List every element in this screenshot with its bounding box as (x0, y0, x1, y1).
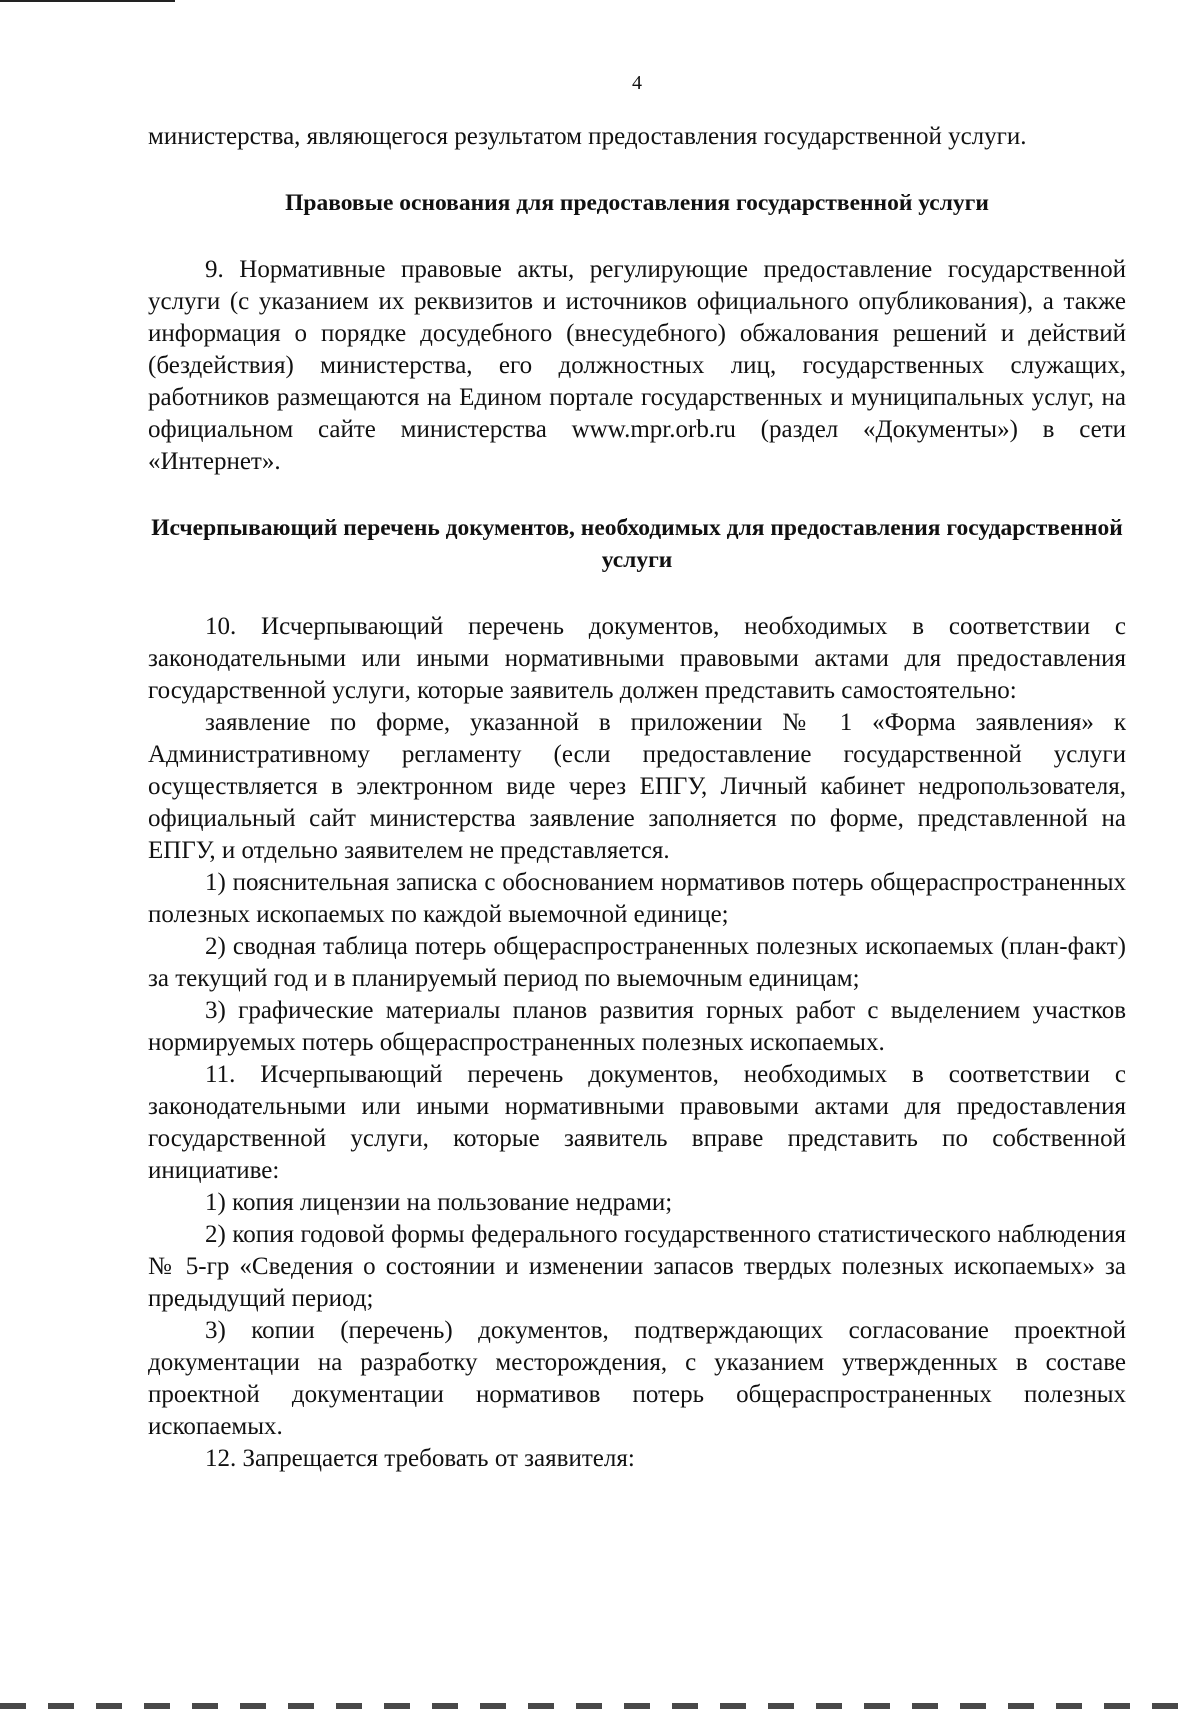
paragraph-11-item-2: 2) копия годовой формы федерального государственного статистического наблюдения № 5-гр «Сведения о состоянии и изменении запасов твердых полезных ископаемых» за предыдущий период; (148, 1221, 1126, 1312)
paragraph-10-form: заявление по форме, указанной в приложении № 1 «Форма заявления» к Административному регламенту (если предоставление государственной услуги осуществляется в электронном виде через ЕПГУ, Личный кабинет недропользователя, официальный сайт министерства заявление заполняется по форме, представленной на ЕПГУ, и отдельно заявителем не представляется. (148, 709, 1126, 864)
scan-artifact-bottom (0, 1703, 1200, 1709)
scan-artifact-top (0, 0, 175, 2)
paragraph-intro: министерства, являющегося результатом предоставления государственной услуги. (148, 123, 1027, 150)
paragraph-10-item-1: 1) пояснительная записка с обоснованием нормативов потерь общераспространенных полезных ископаемых по каждой выемочной единице; (148, 869, 1126, 928)
heading-legal-basis: Правовые основания для предоставления государственной услуги (285, 190, 989, 216)
page-number: 4 (632, 72, 642, 94)
paragraph-11-item-1: 1) копия лицензии на пользование недрами; (205, 1189, 673, 1216)
document-page (148, 72, 1126, 1475)
paragraph-10: 10. Исчерпывающий перечень документов, необходимых в соответствии с законодательными или иными нормативными правовыми актами для предоставления государственной услуги, которые заявитель должен представить самостоятельно: (148, 613, 1126, 704)
paragraph-9: 9. Нормативные правовые акты, регулирующие предоставление государственной услуги (с указанием их реквизитов и источников официального опубликования), а также информация о порядке досудебного (внесудебного) обжалования решений и действий (бездействия) министерства, его должностных лиц, государственных служащих, работников размещаются на Едином портале государственных и муниципальных услуг, на официальном сайте министерства www.mpr.orb.ru (раздел «Документы») в сети «Интернет». (148, 256, 1126, 475)
paragraph-10-item-3: 3) графические материалы планов развития горных работ с выделением участков нормируемых потерь общераспространенных полезных ископаемых. (148, 997, 1126, 1056)
paragraph-12: 12. Запрещается требовать от заявителя: (205, 1445, 635, 1472)
paragraph-10-item-2: 2) сводная таблица потерь общераспространенных полезных ископаемых (план-факт) за текущий год и в планируемый период по выемочным единицам; (148, 933, 1126, 992)
paragraph-11-item-3: 3) копии (перечень) документов, подтверждающих согласование проектной документации на разработку месторождения, с указанием утвержденных в составе проектной документации нормативов потерь общераспространенных полезных ископаемых. (148, 1317, 1126, 1440)
heading-documents-list: Исчерпывающий перечень документов, необходимых для предоставления государственной услуги (151, 515, 1123, 573)
paragraph-11: 11. Исчерпывающий перечень документов, необходимых в соответствии с законодательными или иными нормативными правовыми актами для предоставления государственной услуги, которые заявитель вправе представить по собственной инициативе: (148, 1061, 1126, 1184)
